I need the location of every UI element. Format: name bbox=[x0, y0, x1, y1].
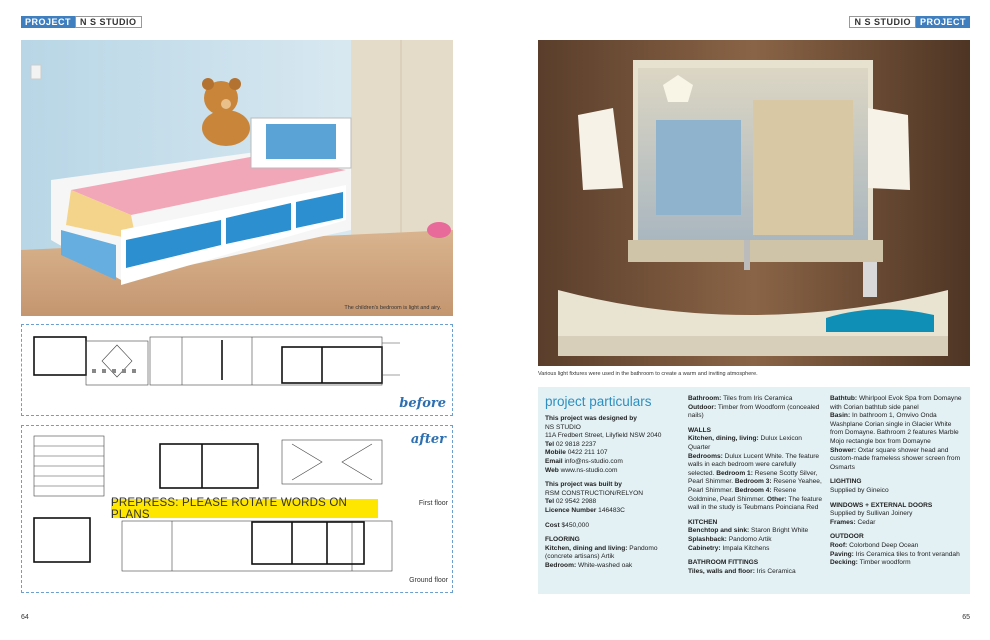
page-number-left: 64 bbox=[21, 614, 29, 621]
lighting-heading: LIGHTING bbox=[830, 478, 862, 486]
project-cost: $450,000 bbox=[561, 521, 590, 529]
kitchen-heading: KITCHEN bbox=[688, 518, 718, 526]
header-studio-name: N S STUDIO bbox=[849, 16, 916, 28]
outdoor-floor: Timber from Woodform (concealed nails) bbox=[688, 403, 820, 420]
builder-licence: 146483C bbox=[598, 506, 625, 514]
decking: Timber woodform bbox=[859, 559, 911, 567]
first-floor-label: First floor bbox=[418, 500, 448, 507]
builder-tel: 02 9542 2988 bbox=[555, 498, 597, 506]
paving: Iris Ceramica tiles to front verandah bbox=[855, 550, 960, 558]
paving-label: Paving: bbox=[830, 550, 854, 558]
shower: Oxtar square shower head and custom-made frameless shower screen from Osmarts bbox=[830, 446, 961, 471]
other-colour: The feature wall in the study is Teubmans Poinciana Red bbox=[688, 495, 823, 512]
cabinetry-label: Cabinetry: bbox=[688, 544, 721, 552]
decking-label: Decking: bbox=[830, 559, 858, 567]
bedroom-1-label: Bedroom 1: bbox=[716, 469, 753, 477]
bathroom-photo bbox=[538, 40, 970, 366]
built-by-label: This project was built by bbox=[545, 481, 622, 489]
walls-bedrooms: Dulux Lucent White. The feature walls in each bedroom were carefully selected. bbox=[688, 452, 820, 477]
after-label: after bbox=[410, 432, 446, 447]
flooring-bedroom-label: Bedroom: bbox=[545, 561, 577, 569]
before-plan bbox=[21, 324, 453, 416]
bedroom-4-label: Bedroom 4: bbox=[734, 486, 772, 494]
splashback-label: Splashback: bbox=[688, 535, 727, 543]
builder-name: RSM CONSTRUCTION/RELYON bbox=[545, 489, 644, 497]
windows-heading: WINDOWS + EXTERNAL DOORS bbox=[830, 501, 933, 509]
walls-kdl-label: Kitchen, dining, living: bbox=[688, 435, 759, 443]
bathroom-floor: Tiles from Iris Ceramica bbox=[723, 395, 793, 402]
splashback: Pandomo Artik bbox=[728, 535, 772, 543]
bathroom-caption: Various light fixtures were used in the bathroom to create a warm and inviting atmosphere. bbox=[538, 371, 758, 377]
before-label: before bbox=[399, 396, 446, 411]
particulars-column-2 bbox=[688, 395, 823, 576]
bedroom-caption: The children's bedroom is light and airy. bbox=[344, 305, 441, 311]
bedroom-4-colour: Resene Goldmine, Pearl Shimmer. bbox=[688, 486, 797, 503]
bathtub: Whirlpool Evok Spa from Domayne with Corian bathtub side panel bbox=[830, 395, 962, 411]
header-tag: PROJECT bbox=[21, 16, 75, 28]
tiles-label: Tiles, walls and floor: bbox=[688, 567, 755, 575]
benchtop: Staron Bright White bbox=[751, 527, 809, 535]
email-label: Email bbox=[545, 457, 563, 465]
shower-label: Shower: bbox=[830, 446, 857, 454]
designer-web: www.ns-studio.com bbox=[560, 466, 618, 474]
bathtub-label: Bathtub: bbox=[830, 395, 858, 402]
bathroom-fittings-heading: BATHROOM FITTINGS bbox=[688, 559, 759, 567]
bathroom-illustration bbox=[538, 40, 970, 366]
flooring-bedroom: White-washed oak bbox=[577, 561, 633, 569]
designer-email: info@ns-studio.com bbox=[564, 457, 623, 465]
project-particulars-panel bbox=[538, 387, 970, 594]
flooring-heading: FLOORING bbox=[545, 536, 580, 544]
flooring-kdl-label: Kitchen, dining and living: bbox=[545, 544, 628, 552]
particulars-column-1 bbox=[545, 395, 680, 571]
frames-label: Frames: bbox=[830, 518, 856, 526]
roof-label: Roof: bbox=[830, 541, 848, 549]
lighting-supplier: Supplied by Gineico bbox=[830, 486, 889, 494]
cost-label: Cost bbox=[545, 521, 560, 529]
outdoor-heading: OUTDOOR bbox=[830, 533, 864, 541]
header-studio-name: N S STUDIO bbox=[75, 16, 142, 28]
designer-tel: 02 9818 2237 bbox=[555, 440, 597, 448]
ground-floor-label: Ground floor bbox=[409, 577, 448, 584]
bedroom-illustration bbox=[21, 40, 453, 316]
designer-mobile: 0422 211 107 bbox=[567, 449, 608, 457]
flooring-kdl: Pandomo (concrete artisans) Artik bbox=[545, 544, 658, 561]
prepress-note: PREPRESS: PLEASE ROTATE WORDS ON PLANS bbox=[111, 499, 378, 518]
header-tag: PROJECT bbox=[916, 16, 970, 28]
outdoor-floor-label: Outdoor: bbox=[688, 403, 717, 411]
tiles: Iris Ceramica bbox=[756, 567, 796, 575]
benchtop-label: Benchtop and sink: bbox=[688, 527, 750, 535]
web-label: Web bbox=[545, 466, 559, 474]
bedroom-photo bbox=[21, 40, 453, 316]
mobile-label: Mobile bbox=[545, 449, 566, 457]
designer-address: 11A Fredbert Street, Lilyfield NSW 2040 bbox=[545, 432, 662, 440]
bathroom-floor-label: Bathroom: bbox=[688, 395, 722, 402]
designed-by-label: This project was designed by bbox=[545, 415, 637, 422]
walls-kdl: Dulux Lexicon Quarter bbox=[688, 435, 802, 451]
cabinetry: Impala Kitchens bbox=[722, 544, 770, 552]
walls-heading: WALLS bbox=[688, 426, 712, 434]
tel-label: Tel bbox=[545, 440, 555, 448]
panel-title: project particulars bbox=[545, 394, 652, 409]
designer-name: NS STUDIO bbox=[545, 423, 581, 431]
walls-bedrooms-label: Bedrooms: bbox=[688, 452, 723, 460]
bedroom-3-label: Bedroom 3: bbox=[734, 478, 772, 486]
basin-label: Basin: bbox=[830, 412, 851, 420]
basin: In bathroom 1, Omvivo Onda Washplane Corian single in Glacier White from Domayne. Bathroom 2 features Marble Mojo rectangle box from Domayne bbox=[830, 412, 959, 445]
page-number-right: 65 bbox=[962, 614, 970, 621]
licence-label: Licence Number bbox=[545, 506, 597, 514]
particulars-column-3 bbox=[830, 395, 966, 568]
roof: Colorbond Deep Ocean bbox=[849, 541, 919, 549]
right-running-header bbox=[849, 16, 970, 28]
other-label: Other: bbox=[766, 495, 787, 503]
bedroom-3-colour: Resene Yeahee, Pearl Shimmer. bbox=[688, 478, 822, 494]
frames: Cedar bbox=[857, 518, 876, 526]
tel-label: Tel bbox=[545, 498, 555, 506]
left-running-header bbox=[21, 16, 142, 28]
bedroom-1-colour: Resene Scotty Silver, Pearl Shimmer. bbox=[688, 469, 818, 486]
windows-supplier: Supplied by Sullivan Joinery bbox=[830, 510, 913, 518]
before-plan-drawing bbox=[22, 325, 452, 415]
